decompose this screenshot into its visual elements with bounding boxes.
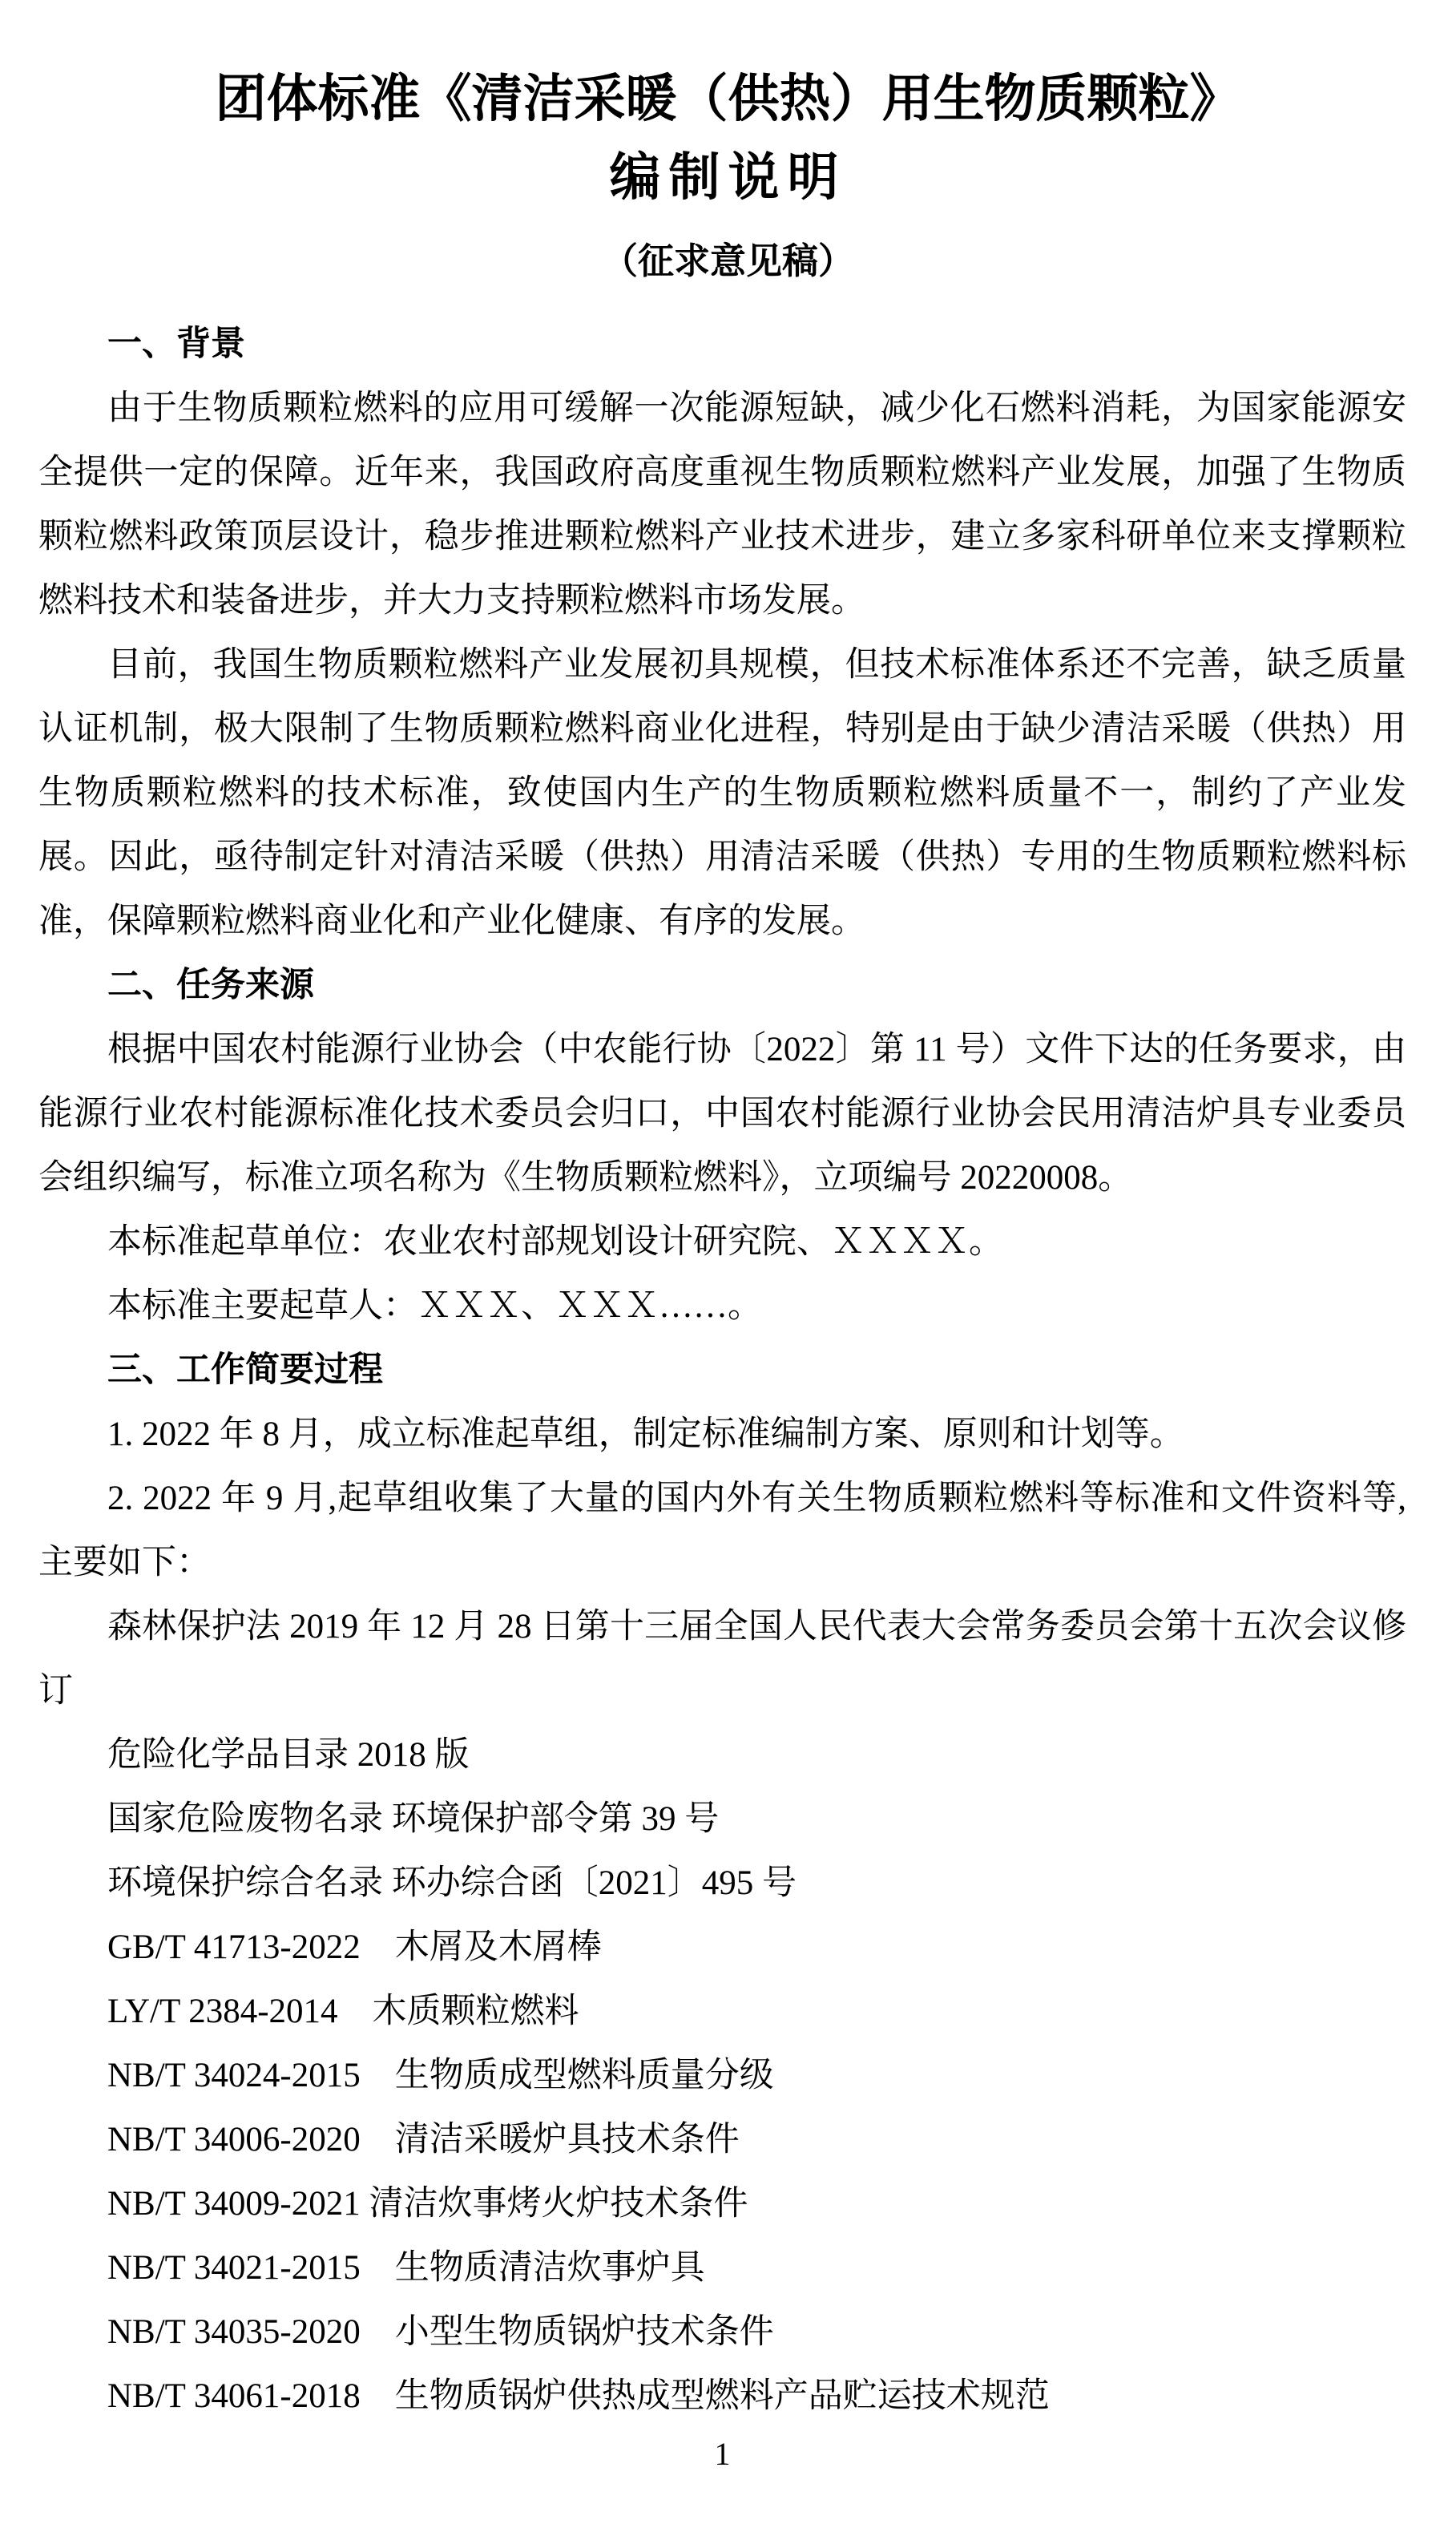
drafters-line: 本标准主要起草人：ＸＸＸ、ＸＸＸ……。 <box>107 1287 762 1325</box>
work-process-item: 1. 2022 年 8 月，成立标准起草组，制定标准编制方案、原则和计划等。 <box>107 1415 1184 1453</box>
paragraph-line: 由于生物质颗粒燃料的应用可缓解一次能源短缺，减少化石燃料消耗，为国家能源安 <box>107 390 1406 427</box>
paragraph-line: 能源行业农村能源标准化技术委员会归口，中国农村能源行业协会民用清洁炉具专业委员 <box>38 1095 1406 1133</box>
document-subtitle: （征求意见稿） <box>601 241 854 281</box>
reference-line: NB/T 34024-2015 生物质成型燃料质量分级 <box>107 2057 774 2094</box>
paragraph-line: 认证机制，极大限制了生物质颗粒燃料商业化进程，特别是由于缺少清洁采暖（供热）用 <box>38 710 1406 748</box>
paragraph-line: 展。因此，亟待制定针对清洁采暖（供热）用清洁采暖（供热）专用的生物质颗粒燃料标 <box>38 838 1406 876</box>
reference-line: NB/T 34009-2021 清洁炊事烤火炉技术条件 <box>107 2185 748 2223</box>
paragraph-line: 根据中国农村能源行业协会（中农能行协〔2022〕第 11 号）文件下达的任务要求，由 <box>107 1031 1406 1068</box>
section-heading-background: 一、背景 <box>107 325 245 363</box>
work-process-item: 2. 2022 年 9 月,起草组收集了大量的国内外有关生物质颗粒燃料等标准和文件资料等, <box>107 1480 1406 1517</box>
paragraph-line: 目前，我国生物质颗粒燃料产业发展初具规模，但技术标准体系还不完善，缺乏质量 <box>107 646 1406 684</box>
reference-line: LY/T 2384-2014 木质颗粒燃料 <box>107 1993 579 2030</box>
document-title-line1: 团体标准《清洁采暖（供热）用生物质颗粒》 <box>215 71 1241 127</box>
paragraph-line: 会组织编写，标准立项名称为《生物质颗粒燃料》，立项编号 20220008。 <box>38 1159 1133 1197</box>
reference-line: NB/T 34006-2020 清洁采暖炉具技术条件 <box>107 2121 740 2158</box>
paragraph-line: 生物质颗粒燃料的技术标准，致使国内生产的生物质颗粒燃料质量不一，制约了产业发 <box>38 774 1406 812</box>
paragraph-line: 燃料技术和装备进步，并大力支持颗粒燃料市场发展。 <box>38 582 865 620</box>
reference-line: GB/T 41713-2022 木屑及木屑棒 <box>107 1928 602 1966</box>
document-body <box>0 313 1456 2429</box>
page-number: 1 <box>714 2436 731 2472</box>
drafting-unit-line: 本标准起草单位：农业农村部规划设计研究院、ＸＸＸＸ。 <box>107 1223 1003 1261</box>
paragraph-line: 全提供一定的保障。近年来，我国政府高度重视生物质颗粒燃料产业发展，加强了生物质 <box>38 454 1406 491</box>
section-heading-work-process: 三、工作简要过程 <box>107 1351 383 1389</box>
reference-line: 订 <box>38 1672 73 1710</box>
document-title-line2: 编制说明 <box>609 149 847 206</box>
paragraph-line: 颗粒燃料政策顶层设计，稳步推进颗粒燃料产业技术进步，建立多家科研单位来支撑颗粒 <box>38 518 1406 555</box>
reference-line: 危险化学品目录 2018 版 <box>107 1736 470 1774</box>
reference-line: 国家危险废物名录 环境保护部令第 39 号 <box>107 1800 720 1838</box>
reference-line: 环境保护综合名录 环办综合函〔2021〕495 号 <box>107 1864 797 1902</box>
reference-line: NB/T 34035-2020 小型生物质锅炉技术条件 <box>107 2313 774 2351</box>
paragraph-line: 主要如下： <box>38 1544 211 1581</box>
paragraph-line: 准，保障颗粒燃料商业化和产业化健康、有序的发展。 <box>38 903 865 940</box>
section-heading-task-source: 二、任务来源 <box>107 967 314 1004</box>
reference-line: NB/T 34061-2018 生物质锅炉供热成型燃料产品贮运技术规范 <box>107 2377 1050 2415</box>
reference-line: NB/T 34021-2015 生物质清洁炊事炉具 <box>107 2249 705 2287</box>
reference-line: 森林保护法 2019 年 12 月 28 日第十三届全国人民代表大会常务委员会第十五次会议修 <box>107 1608 1406 1646</box>
